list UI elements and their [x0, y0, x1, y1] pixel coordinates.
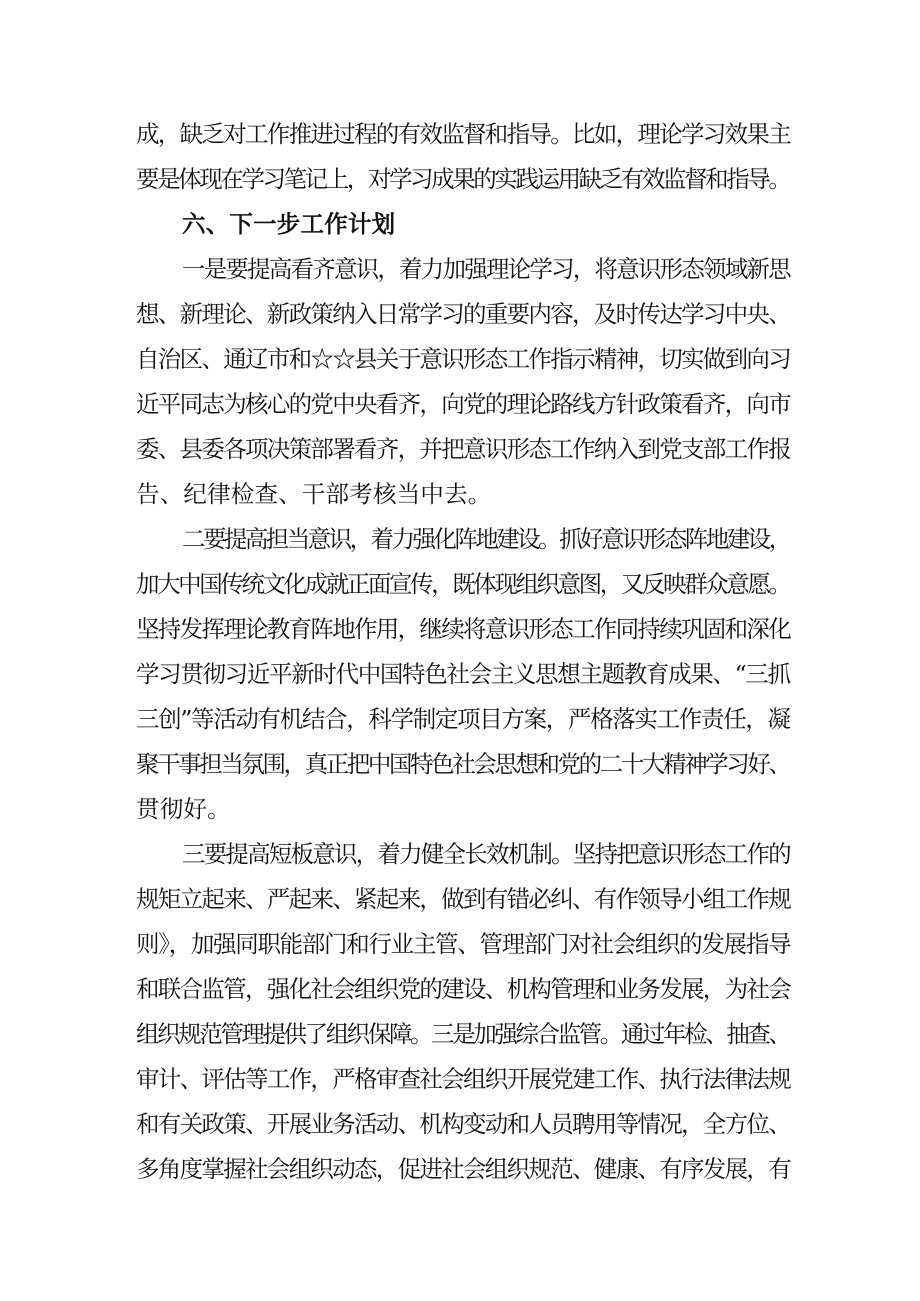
body-line: 和有关政策、开展业务活动、机构变动和人员聘用等情况，全方位、: [136, 1110, 790, 1138]
body-line: 聚干事担当氛围，真正把中国特色社会思想和党的二十大精神学习好、: [136, 750, 790, 778]
body-line: 想、新理论、新政策纳入日常学习的重要内容，及时传达学习中央、: [136, 300, 790, 328]
body-line: 学习贯彻习近平新时代中国特色社会主义思想主题教育成果、“三抓: [136, 660, 790, 688]
body-line: 三创”等活动有机结合，科学制定项目方案，严格落实工作责任，凝: [136, 705, 790, 733]
paragraph-first-line: 一是要提高看齐意识，着力加强理论学习，将意识形态领域新思: [182, 255, 790, 283]
body-line: 自治区、通辽市和☆☆县关于意识形态工作指示精神，切实做到向习: [136, 345, 790, 373]
body-line: 加大中国传统文化成就正面宣传，既体现组织意图，又反映群众意愿。: [136, 570, 790, 598]
body-line: 要是体现在学习笔记上，对学习成果的实践运用缺乏有效监督和指导。: [136, 165, 790, 193]
paragraph-first-line: 二要提高担当意识，着力强化阵地建设。抓好意识形态阵地建设，: [182, 525, 790, 553]
body-line: 规矩立起来、严起来、紧起来，做到有错必纠、有作领导小组工作规: [136, 885, 790, 913]
paragraph-first-line: 三要提高短板意识，着力健全长效机制。坚持把意识形态工作的: [182, 840, 790, 868]
body-line: 和联合监管，强化社会组织党的建设、机构管理和业务发展，为社会: [136, 975, 790, 1003]
body-line: 贯彻好。: [136, 795, 231, 823]
body-line: 坚持发挥理论教育阵地作用，继续将意识形态工作同持续巩固和深化: [136, 615, 790, 643]
body-line: 多角度掌握社会组织动态，促进社会组织规范、健康、有序发展，有: [136, 1155, 790, 1183]
section-heading: 六、下一步工作计划: [182, 210, 396, 238]
body-line: 委、县委各项决策部署看齐，并把意识形态工作纳入到党支部工作报: [136, 435, 790, 463]
body-line: 告、纪律检查、干部考核当中去。: [136, 480, 492, 508]
body-line: 则》，加强同职能部门和行业主管、管理部门对社会组织的发展指导: [136, 930, 791, 958]
body-line: 组织规范管理提供了组织保障。三是加强综合监管。通过年检、抽查、: [136, 1020, 790, 1048]
body-line: 成，缺乏对工作推进过程的有效监督和指导。比如，理论学习效果主: [136, 120, 790, 148]
body-line: 近平同志为核心的党中央看齐，向党的理论路线方针政策看齐，向市: [136, 390, 790, 418]
body-line: 审计、评估等工作，严格审查社会组织开展党建工作、执行法律法规: [136, 1065, 790, 1093]
